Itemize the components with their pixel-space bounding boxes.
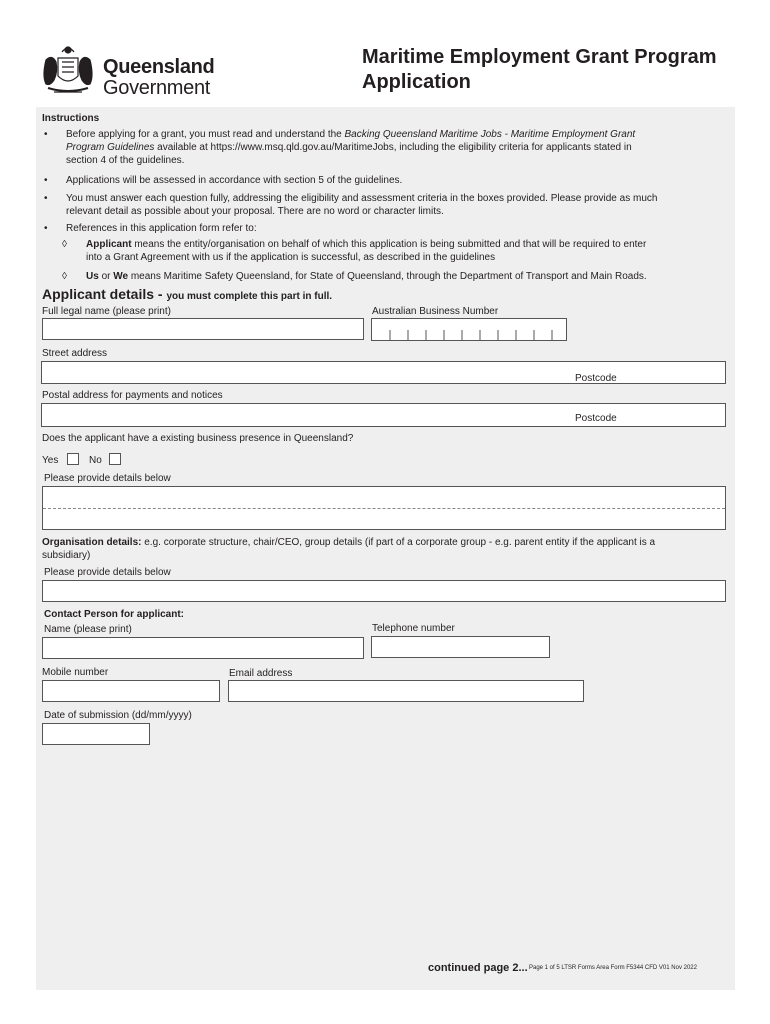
diamond-bullet-icon: ◊ <box>62 271 67 282</box>
coat-of-arms-icon <box>40 42 96 98</box>
contact-name-field[interactable] <box>42 637 364 659</box>
abn-label: Australian Business Number <box>372 306 499 317</box>
organisation-details-field[interactable] <box>42 580 726 602</box>
abn-digit-dividers <box>372 319 568 342</box>
logo-text-queensland: Queensland <box>103 56 215 78</box>
email-field[interactable] <box>228 680 584 702</box>
field-divider <box>43 508 725 509</box>
abn-field[interactable] <box>371 318 567 341</box>
instruction-applicant-definition: Applicant means the entity/organisation on behalf of which this application is being submitted and that will be required to enter into a Grant Agreement with us if the application is successful, as described in the guidelines <box>86 239 647 263</box>
organisation-details-prompt: Please provide details below <box>44 567 171 578</box>
mobile-field[interactable] <box>42 680 220 702</box>
business-presence-question: Does the applicant have a existing business presence in Queensland? <box>42 433 354 444</box>
instruction-2: Applications will be assessed in accordance with section 5 of the guidelines. <box>66 175 403 186</box>
postal-postcode-label: Postcode <box>575 413 617 424</box>
presence-details-label: Please provide details below <box>44 473 171 484</box>
instruction-3: You must answer each question fully, addressing the eligibility and assessment criteria in the boxes provided. Please provide as much relevant detail as possible about your proposal. There are no word or character limits. <box>66 193 658 217</box>
diamond-bullet-icon: ◊ <box>62 239 67 250</box>
continued-label: continued page 2... <box>428 962 528 974</box>
mobile-label: Mobile number <box>42 667 109 678</box>
logo-text-government: Government <box>103 77 211 99</box>
bullet: • <box>44 175 48 186</box>
no-checkbox[interactable] <box>109 453 121 465</box>
contact-person-heading: Contact Person for applicant: <box>44 609 185 620</box>
contact-name-label: Name (please print) <box>44 624 132 635</box>
legal-name-label: Full legal name (please print) <box>42 306 171 317</box>
street-address-label: Street address <box>42 348 108 359</box>
street-address-field[interactable] <box>41 361 726 384</box>
bullet: • <box>44 129 48 140</box>
no-label: No <box>89 455 102 466</box>
instruction-us-definition: Us or We means Maritime Safety Queensland, for State of Queensland, through the Department of Transport and Main Roads. <box>86 271 647 282</box>
postal-address-field[interactable] <box>41 403 726 427</box>
page-title-line1: Maritime Employment Grant Program <box>362 46 717 68</box>
email-label: Email address <box>229 668 293 679</box>
submission-date-label: Date of submission (dd/mm/yyyy) <box>44 710 192 721</box>
submission-date-field[interactable] <box>42 723 150 745</box>
presence-details-field[interactable] <box>42 486 726 530</box>
bullet: • <box>44 223 48 234</box>
applicant-details-heading: Applicant details - you must complete this part in full. <box>42 286 333 302</box>
postal-address-label: Postal address for payments and notices <box>42 390 223 401</box>
bullet: • <box>44 193 48 204</box>
telephone-label: Telephone number <box>372 623 455 634</box>
instruction-1: Before applying for a grant, you must read and understand the Backing Queensland Maritime Jobs - Maritime Employment Grant Program Guidelines available at https://www.msq.qld.gov.au/MaritimeJobs, including the eligibility criteria for applicants stated in section 4 of the guidelines. <box>66 129 636 166</box>
page-title-line2: Application <box>362 71 471 93</box>
yes-label: Yes <box>42 455 59 466</box>
qld-government-logo <box>40 42 220 98</box>
instruction-4: References in this application form refer to: <box>66 223 257 234</box>
yes-checkbox[interactable] <box>67 453 79 465</box>
legal-name-field[interactable] <box>42 318 364 340</box>
organisation-details-label: Organisation details: e.g. corporate structure, chair/CEO, group details (if part of a corporate group - e.g. parent entity if the applicant is a subsidiary) <box>42 537 656 561</box>
street-postcode-label: Postcode <box>575 373 617 384</box>
telephone-field[interactable] <box>371 636 550 658</box>
page-info: Page 1 of 5 LTSR Forms Area Form F5344 CFD V01 Nov 2022 <box>529 965 697 971</box>
instructions-heading: Instructions <box>42 113 100 124</box>
